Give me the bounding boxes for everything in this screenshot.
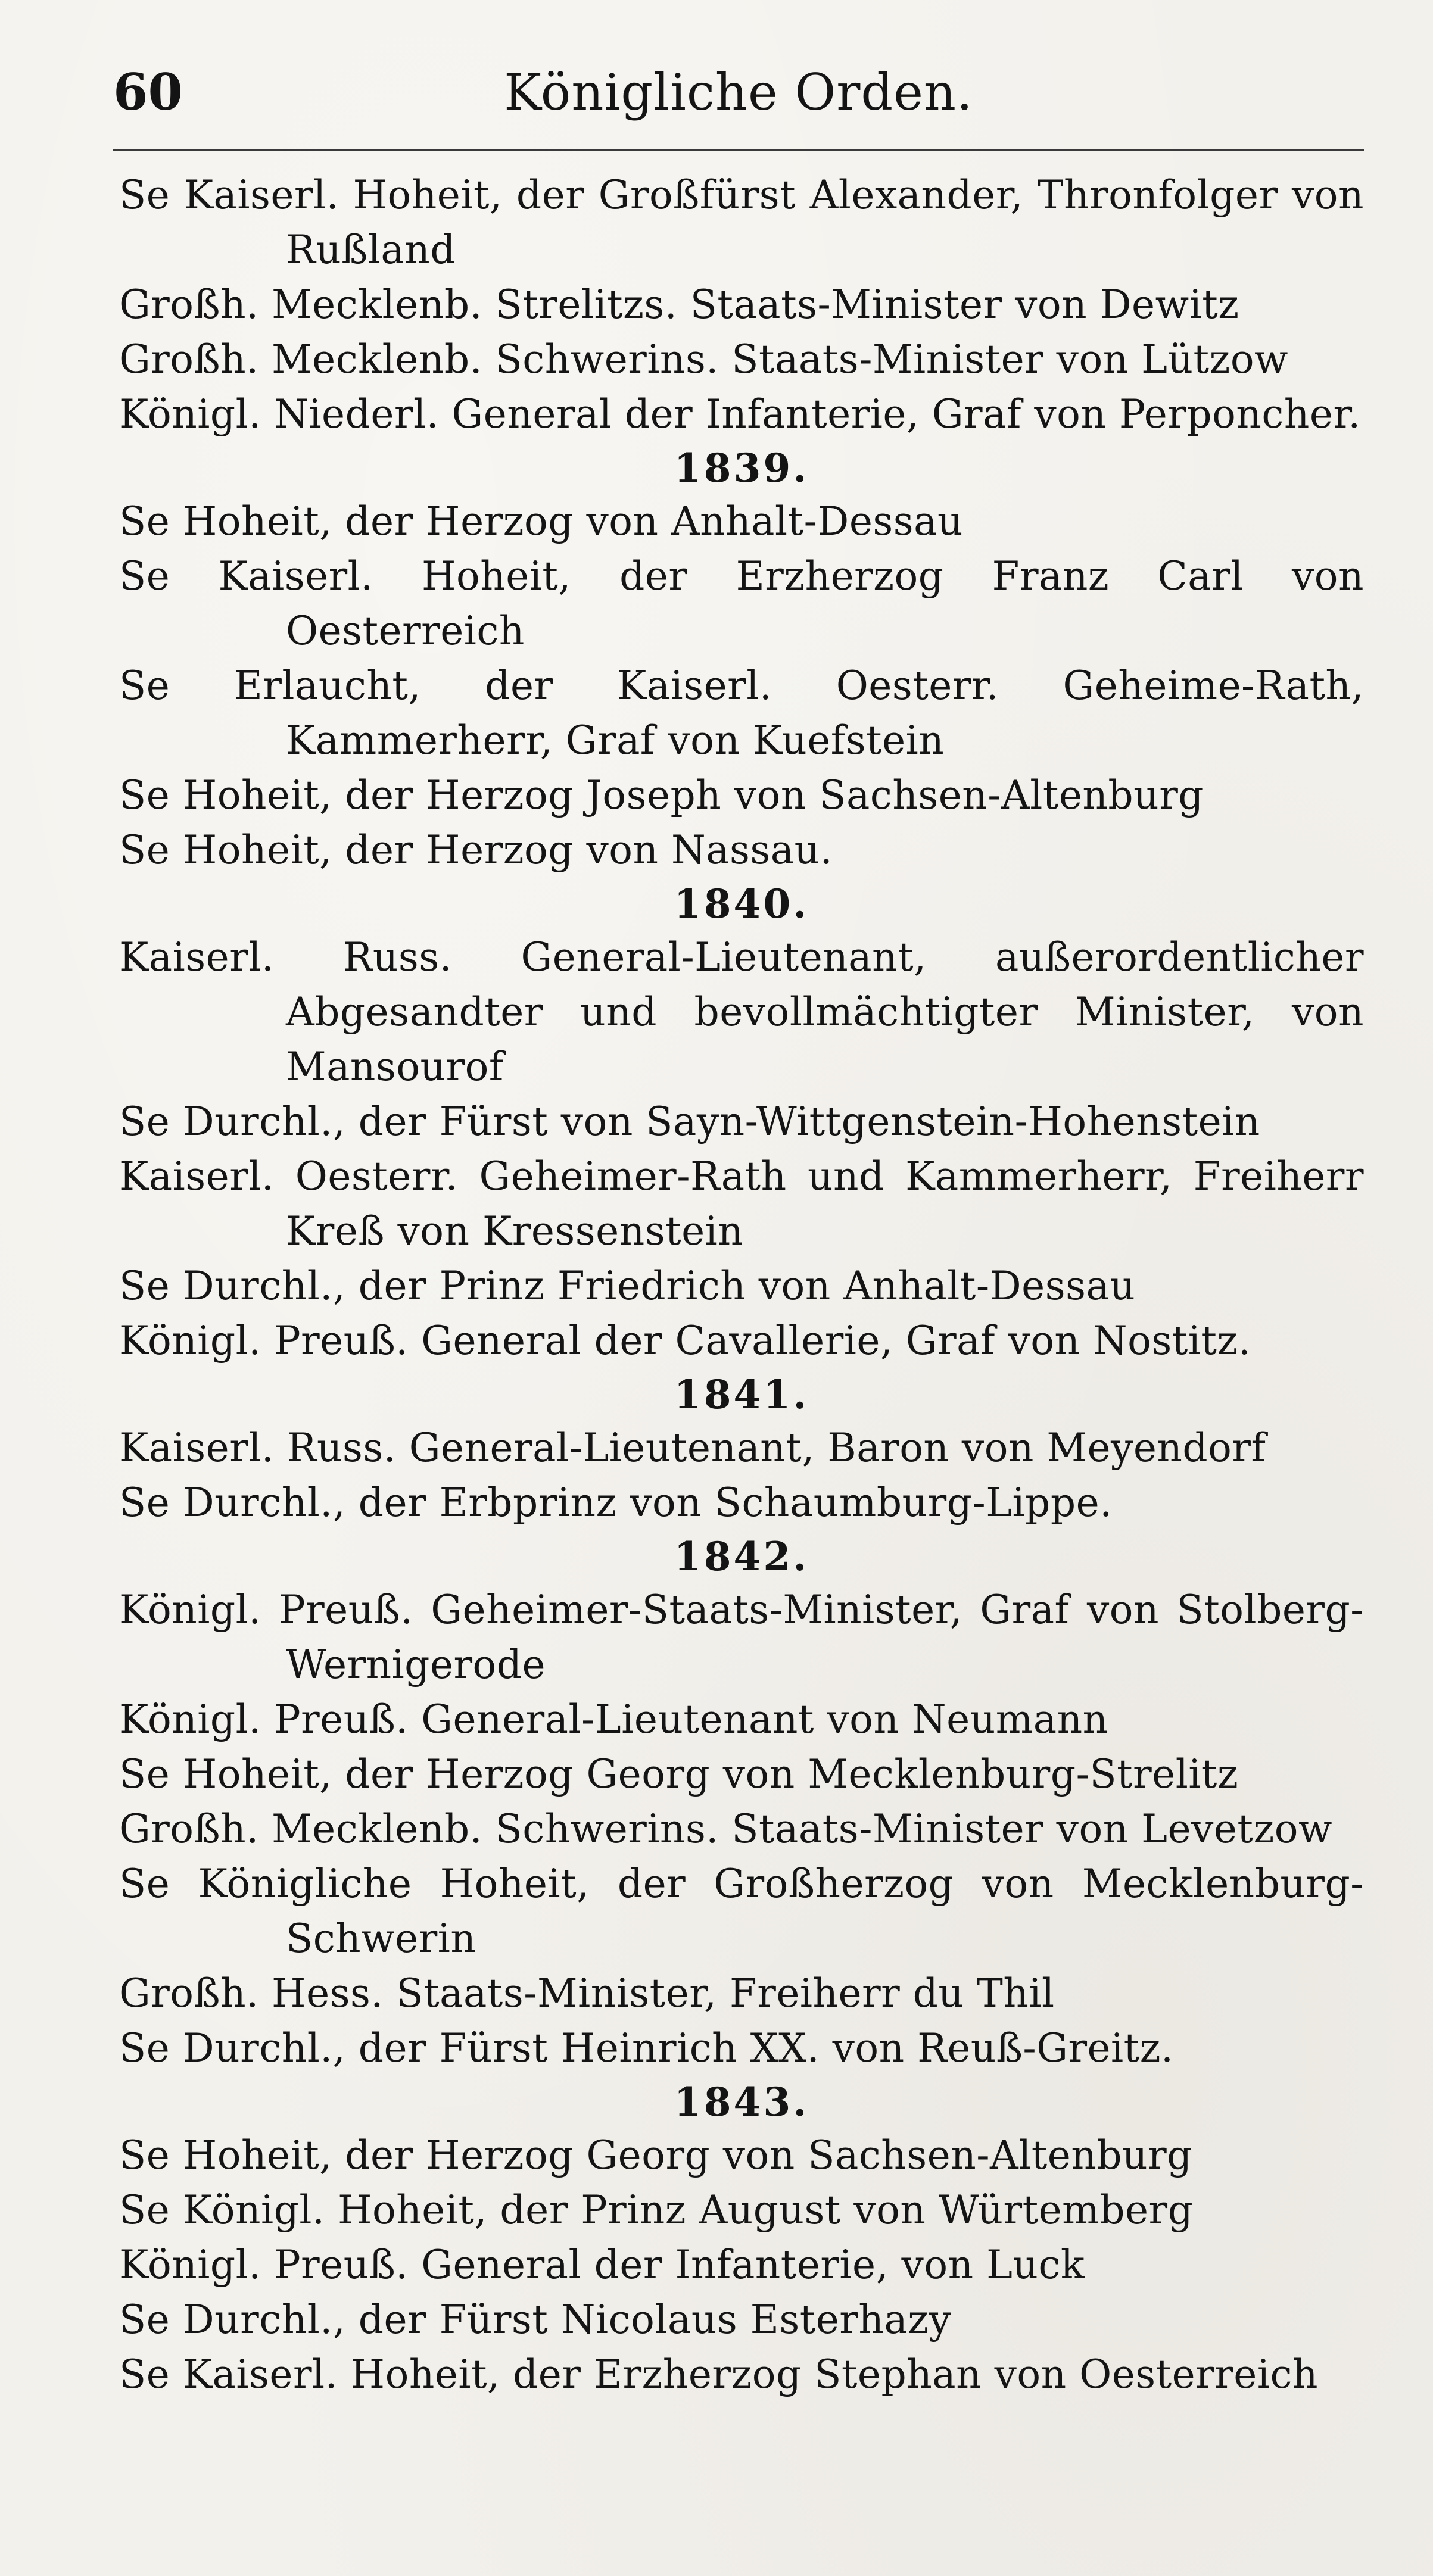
list-item: Se Hoheit, der Herzog Georg von Mecklenburg-Strelitz bbox=[119, 1751, 1239, 1797]
running-title: Königliche Orden. bbox=[504, 63, 973, 121]
list-item: Se Durchl., der Erbprinz von Schaumburg-Lippe. bbox=[119, 1480, 1113, 1526]
list-item: Kaiserl. Oesterr. Geheimer-Rath und Kammerherr, Freiherr Kreß von Kressenstein bbox=[119, 1153, 1364, 1254]
list-item: Se Hoheit, der Herzog von Nassau. bbox=[119, 827, 833, 873]
year-heading: 1842. bbox=[674, 1533, 809, 1580]
list-item: Se Durchl., der Fürst Nicolaus Esterhazy bbox=[119, 2297, 952, 2343]
list-item: Großh. Mecklenb. Schwerins. Staats-Minister von Lützow bbox=[119, 336, 1289, 382]
list-item: Großh. Mecklenb. Strelitzs. Staats-Minister von Dewitz bbox=[119, 282, 1239, 328]
list-item: Königl. Preuß. Geheimer-Staats-Minister, Graf von Stolberg-Wernigerode bbox=[119, 1587, 1364, 1688]
list-item: Königl. Preuß. General-Lieutenant von Neumann bbox=[119, 1696, 1108, 1742]
header-rule bbox=[113, 149, 1364, 151]
year-heading: 1843. bbox=[674, 2079, 809, 2125]
page-number: 60 bbox=[113, 63, 183, 121]
year-heading: 1839. bbox=[674, 445, 809, 491]
list-item: Se Hoheit, der Herzog Georg von Sachsen-Altenburg bbox=[119, 2132, 1192, 2178]
list-item: Königl. Preuß. General der Infanterie, von Luck bbox=[119, 2242, 1085, 2288]
list-item: Königl. Niederl. General der Infanterie, Graf von Perponcher. bbox=[119, 391, 1361, 437]
list-item: Se Kaiserl. Hoheit, der Großfürst Alexander, Thronfolger von Rußland bbox=[119, 172, 1364, 273]
page-body bbox=[119, 168, 1364, 2402]
list-item: Se Kaiserl. Hoheit, der Erzherzog Franz Carl von Oesterreich bbox=[119, 553, 1364, 654]
list-item: Se Durchl., der Prinz Friedrich von Anhalt-Dessau bbox=[119, 1263, 1136, 1309]
list-item: Kaiserl. Russ. General-Lieutenant, Baron von Meyendorf bbox=[119, 1425, 1266, 1471]
list-item: Se Kaiserl. Hoheit, der Erzherzog Stephan von Oesterreich bbox=[119, 2352, 1318, 2397]
year-heading: 1841. bbox=[674, 1371, 809, 1418]
list-item: Se Königliche Hoheit, der Großherzog von Mecklenburg-Schwerin bbox=[119, 1861, 1364, 1961]
list-item: Se Königl. Hoheit, der Prinz August von Würtemberg bbox=[119, 2187, 1194, 2233]
page-header bbox=[113, 57, 1364, 128]
list-item: Großh. Mecklenb. Schwerins. Staats-Minister von Levetzow bbox=[119, 1806, 1332, 1852]
list-item: Kaiserl. Russ. General-Lieutenant, außerordentlicher Abgesandter und bevollmächtigter Minister, von Mansourof bbox=[119, 934, 1364, 1090]
list-item: Se Erlaucht, der Kaiserl. Oesterr. Geheime-Rath, Kammerherr, Graf von Kuefstein bbox=[119, 663, 1364, 763]
list-item: Se Durchl., der Fürst Heinrich XX. von Reuß-Greitz. bbox=[119, 2025, 1174, 2071]
list-item: Se Hoheit, der Herzog Joseph von Sachsen-Altenburg bbox=[119, 772, 1204, 818]
list-item: Königl. Preuß. General der Cavallerie, Graf von Nostitz. bbox=[119, 1318, 1251, 1364]
list-item: Se Hoheit, der Herzog von Anhalt-Dessau bbox=[119, 498, 963, 544]
list-item: Se Durchl., der Fürst von Sayn-Wittgenstein-Hohenstein bbox=[119, 1099, 1260, 1144]
year-heading: 1840. bbox=[674, 881, 809, 927]
list-item: Großh. Hess. Staats-Minister, Freiherr du Thil bbox=[119, 1970, 1055, 2016]
